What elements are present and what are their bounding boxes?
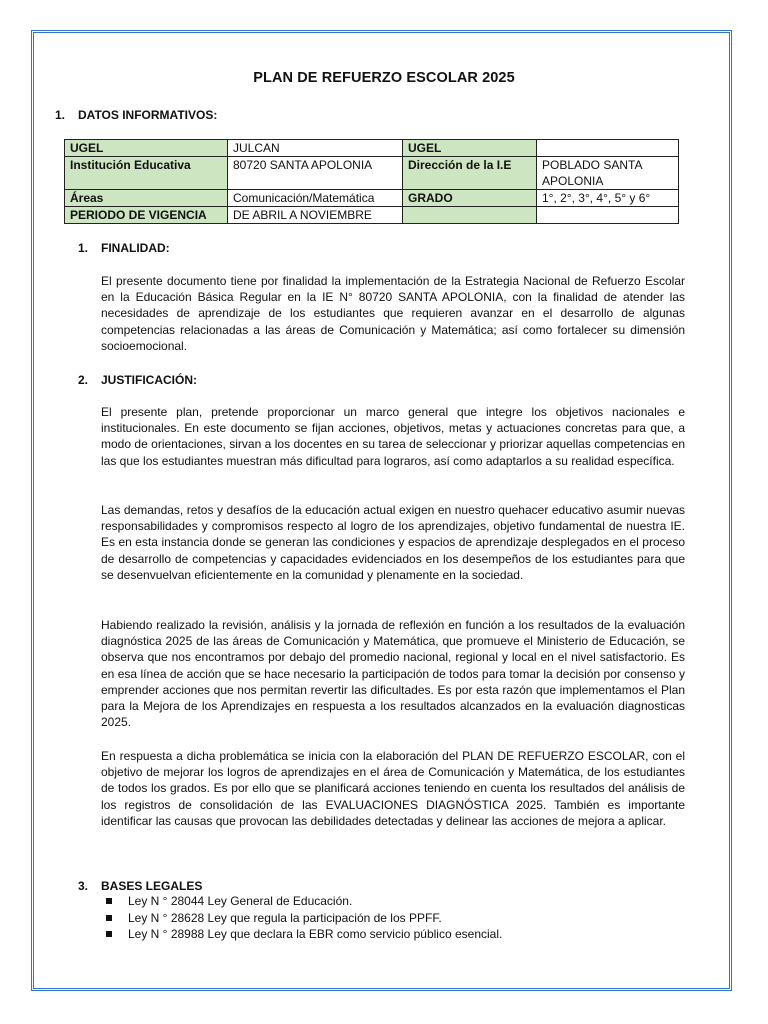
section-finalidad-heading xyxy=(78,241,170,255)
table-cell: 1°, 2°, 3°, 4°, 5° y 6° xyxy=(537,190,679,207)
section-title: BASES LEGALES xyxy=(101,879,203,893)
section-number: 1. xyxy=(78,241,89,255)
finalidad-paragraph: El presente documento tiene por finalidad la implementación de la Estrategia Nacional de Refuerzo Escolar en la Educación Básica Regular en la IE N° 80720 SANTA APOLONIA, con la finalidad de atender las necesidades de aprendizaje de los estudiantes que requieren avanzar en el desarrollo de algunas competencias relacionadas a las áreas de Comunicación y Matemática; así como fortalecer su dimensión socioemocional. xyxy=(101,274,685,353)
table-cell: UGEL xyxy=(403,140,537,157)
table-cell: GRADO xyxy=(403,190,537,207)
document-title: PLAN DE REFUERZO ESCOLAR 2025 xyxy=(253,70,515,86)
list-item-text: Ley N ° 28988 Ley que declara la EBR como servicio público esencial. xyxy=(128,927,503,941)
section-title: JUSTIFICACIÓN: xyxy=(101,373,197,387)
justificacion-paragraph-3: Habiendo realizado la revisión, análisis y la jornada de reflexión en función a los resultados de la evaluación diagnóstica 2025 de las áreas de Comunicación y Matemática, que promueve el Ministerio de Educación, se observa que nos encontramos por debajo del promedio nacional, regional y local en el nivel satisfactorio. Es en esa línea de acción que se hace necesario la participación de todos para tomar la decisión por consenso y emprender acciones que nos permitan revertir las dificultades. Es por esta razón que implementamos el Plan para la Mejora de los Aprendizajes en respuesta a los resultados alcanzados en la evaluación diagnosticas 2025. xyxy=(101,618,685,730)
justificacion-paragraph-2: Las demandas, retos y desafíos de la educación actual exigen en nuestro quehacer educativo asumir nuevas responsabilidades y compromisos respecto al logro de los aprendizajes, objetivo fundamental de nuestra IE. Es en esta instancia donde se generan las condiciones y espacios de aprendizaje desplegados en el proceso de desarrollo de competencias y capacidades evidenciados en los desempeños de los estudiantes para que se desenvuelvan eficientemente en la comunidad y plenamente en la sociedad. xyxy=(101,503,685,582)
list-item xyxy=(104,893,502,910)
square-bullet-icon xyxy=(106,915,112,921)
table-cell: POBLADO SANTA APOLONIA xyxy=(537,157,679,190)
section-number: 1. xyxy=(55,108,66,122)
table-cell xyxy=(537,207,679,224)
table-cell: 80720 SANTA APOLONIA xyxy=(228,157,403,190)
section-bases-legales-heading xyxy=(78,879,202,893)
square-bullet-icon xyxy=(106,898,112,904)
info-table xyxy=(64,139,679,224)
section-title: DATOS INFORMATIVOS: xyxy=(78,108,218,122)
table-cell: JULCAN xyxy=(228,140,403,157)
list-item-text: Ley N ° 28628 Ley que regula la participación de los PPFF. xyxy=(128,910,442,925)
table-row xyxy=(65,190,679,207)
table-row xyxy=(65,207,679,224)
table-row xyxy=(65,157,679,190)
table-cell: Comunicación/Matemática xyxy=(228,190,403,207)
table-cell: PERIODO DE VIGENCIA xyxy=(65,207,228,224)
list-item xyxy=(104,926,502,943)
justificacion-paragraph-1: El presente plan, pretende proporcionar un marco general que integre los objetivos nacionales e institucionales. En este documento se fijan acciones, objetivos, metas y actuaciones concretas para que, a modo de orientaciones, sirvan a los docentes en su tarea de seleccionar y priorizar aquellas competencias en las que los estudiantes muestran más dificultad para lograros, así como adaptarlos a su realidad específica. xyxy=(101,405,685,468)
square-bullet-icon xyxy=(106,931,112,937)
legal-list xyxy=(104,893,502,943)
table-row xyxy=(65,140,679,157)
section-datos-heading xyxy=(55,108,217,122)
section-justificacion-heading xyxy=(78,373,197,387)
justificacion-paragraph-4: En respuesta a dicha problemática se inicia con la elaboración del PLAN DE REFUERZO ESCOLAR, con el objetivo de mejorar los logros de aprendizajes en el área de Comunicación y Matemática, de los estudiantes de todos los grados. Es por ello que se planificará acciones teniendo en cuenta los resultados del análisis de los registros de consolidación de las EVALUACIONES DIAGNÓSTICA 2025. También es importante identificar las causas que provocan las debilidades detectadas y delinear las acciones de mejora a aplicar. xyxy=(101,749,685,828)
section-number: 3. xyxy=(78,879,89,893)
section-number: 2. xyxy=(78,373,89,387)
table-cell: Institución Educativa xyxy=(65,157,228,190)
table-cell: Áreas xyxy=(65,190,228,207)
list-item-text: Ley N ° 28044 Ley General de Educación. xyxy=(128,894,353,908)
list-item xyxy=(104,910,502,927)
table-cell: DE ABRIL A NOVIEMBRE xyxy=(228,207,403,224)
section-title: FINALIDAD: xyxy=(101,241,170,255)
table-cell xyxy=(403,207,537,224)
table-cell xyxy=(537,140,679,157)
table-cell: Dirección de la I.E xyxy=(403,157,537,190)
table-cell: UGEL xyxy=(65,140,228,157)
